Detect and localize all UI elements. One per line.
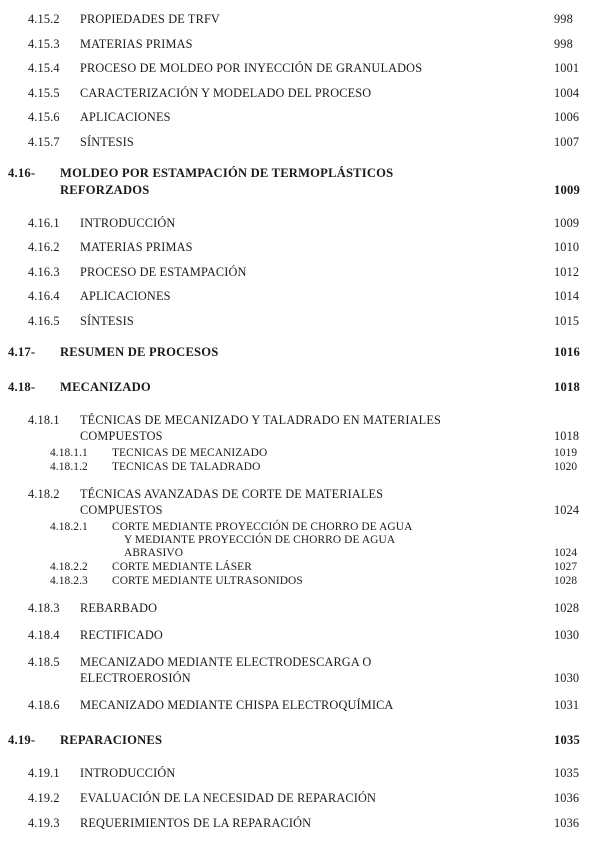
- entry-title-line1: MOLDEO POR ESTAMPACIÓN DE TERMOPLÁSTICOS: [60, 165, 394, 180]
- toc-entry[interactable]: [0, 61, 600, 76]
- entry-title-line1: TÉCNICAS AVANZADAS DE CORTE DE MATERIALES: [80, 486, 384, 501]
- entry-page: 1028: [554, 574, 578, 587]
- entry-title: SÍNTESIS: [80, 313, 134, 328]
- entry-number: 4.18.2: [28, 486, 60, 501]
- entry-title: MECANIZADO MEDIANTE CHISPA ELECTROQUÍMICA: [80, 697, 394, 712]
- entry-number: 4.18.1.1: [50, 446, 88, 459]
- entry-page: 1016: [554, 344, 580, 359]
- entry-page: 1020: [554, 460, 578, 473]
- toc-entry[interactable]: [0, 575, 600, 587]
- entry-title: MATERIAS PRIMAS: [80, 240, 193, 254]
- entry-title: RESUMEN DE PROCESOS: [60, 344, 219, 359]
- toc-entry-continuation: [0, 547, 600, 559]
- entry-title: INTRODUCCIÓN: [80, 215, 176, 230]
- entry-title: CORTE MEDIANTE ULTRASONIDOS: [112, 574, 303, 587]
- toc-entry[interactable]: [0, 766, 600, 781]
- entry-title-line1: TÉCNICAS DE MECANIZADO Y TALADRADO EN MATERIALES: [80, 412, 441, 427]
- entry-title: EVALUACIÓN DE LA NECESIDAD DE REPARACIÓN: [80, 790, 377, 805]
- entry-title: RECTIFICADO: [80, 627, 163, 642]
- entry-number: 4.18.3: [28, 600, 60, 615]
- entry-title: APLICACIONES: [80, 289, 171, 303]
- entry-page: 1030: [554, 670, 580, 685]
- entry-title: SÍNTESIS: [80, 134, 134, 149]
- entry-page: 998: [554, 12, 573, 26]
- toc-entry-continuation: [0, 671, 600, 686]
- entry-title: TECNICAS DE MECANIZADO: [112, 446, 268, 459]
- toc-entry[interactable]: [0, 733, 600, 748]
- toc-entry[interactable]: [0, 487, 600, 502]
- entry-title-line2: COMPUESTOS: [80, 428, 163, 443]
- toc-entry[interactable]: [0, 240, 600, 255]
- toc-entry[interactable]: [0, 110, 600, 125]
- toc-entry-continuation: [0, 534, 600, 546]
- entry-page: 1024: [554, 546, 578, 559]
- entry-number: 4.18.1: [28, 412, 60, 427]
- entry-title: INTRODUCCIÓN: [80, 765, 176, 780]
- entry-page: 1027: [554, 560, 578, 573]
- toc-entry[interactable]: [0, 413, 600, 428]
- entry-page: 1036: [554, 790, 580, 805]
- entry-number: 4.19.1: [28, 765, 60, 780]
- entry-number: 4.16.3: [28, 264, 60, 279]
- entry-title: REQUERIMIENTOS DE LA REPARACIÓN: [80, 815, 312, 830]
- entry-number: 4.15.7: [28, 134, 60, 149]
- entry-number: 4.16.5: [28, 313, 60, 328]
- entry-title-line2: Y MEDIANTE PROYECCIÓN DE CHORRO DE AGUA: [124, 533, 396, 546]
- entry-page: 1007: [554, 134, 580, 149]
- entry-title: MATERIAS PRIMAS: [80, 36, 193, 51]
- entry-title-line2: COMPUESTOS: [80, 502, 163, 517]
- entry-page: 1001: [554, 61, 580, 75]
- toc-entry[interactable]: [0, 12, 600, 27]
- toc-entry-continuation: [0, 503, 600, 518]
- toc-entry[interactable]: [0, 314, 600, 329]
- entry-number: 4.18.5: [28, 654, 60, 669]
- entry-number: 4.15.5: [28, 85, 60, 100]
- toc-entry[interactable]: [0, 37, 600, 52]
- entry-number: 4.15.3: [28, 36, 60, 51]
- toc-entry[interactable]: [0, 265, 600, 280]
- entry-title: APLICACIONES: [80, 110, 171, 124]
- entry-page: 1012: [554, 264, 580, 279]
- entry-page: 1004: [554, 85, 580, 100]
- entry-number: 4.15.6: [28, 110, 60, 124]
- toc-entry[interactable]: [0, 816, 600, 831]
- entry-number: 4.18.2.3: [50, 574, 88, 587]
- entry-page: 1009: [554, 215, 580, 230]
- toc-list: [0, 8, 600, 849]
- entry-number: 4.18.1.2: [50, 460, 88, 473]
- entry-number: 4.18-: [8, 379, 36, 394]
- entry-number: 4.18.2.1: [50, 520, 88, 533]
- toc-entry[interactable]: [0, 791, 600, 806]
- entry-page: 1030: [554, 627, 580, 642]
- entry-page: 1010: [554, 240, 580, 254]
- entry-page: 1024: [554, 502, 580, 517]
- toc-entry[interactable]: [0, 216, 600, 231]
- toc-entry[interactable]: [0, 698, 600, 713]
- entry-title-line1: CORTE MEDIANTE PROYECCIÓN DE CHORRO DE AGUA: [112, 520, 413, 533]
- entry-number: 4.18.6: [28, 697, 60, 712]
- entry-page: 1028: [554, 600, 580, 615]
- entry-page: 998: [554, 36, 573, 51]
- toc-entry[interactable]: [0, 380, 600, 395]
- entry-number: 4.17-: [8, 344, 36, 359]
- toc-entry-continuation: [0, 183, 600, 198]
- entry-number: 4.16.2: [28, 240, 60, 254]
- entry-title-line3: ABRASIVO: [124, 546, 184, 559]
- entry-number: 4.18.2.2: [50, 560, 88, 573]
- toc-entry-continuation: [0, 429, 600, 444]
- entry-title: MECANIZADO: [60, 379, 151, 394]
- toc-entry[interactable]: [0, 289, 600, 304]
- entry-page: 1014: [554, 289, 580, 303]
- toc-entry[interactable]: [0, 166, 600, 181]
- entry-page: 1035: [554, 765, 580, 780]
- toc-entry[interactable]: [0, 461, 600, 473]
- entry-page: 1035: [554, 732, 580, 747]
- entry-title-line2: REFORZADOS: [60, 182, 150, 197]
- toc-entry[interactable]: [0, 628, 600, 643]
- entry-number: 4.15.4: [28, 61, 60, 75]
- entry-page: 1031: [554, 697, 580, 712]
- entry-number: 4.16.4: [28, 289, 60, 303]
- entry-title-line2: ELECTROEROSIÓN: [80, 670, 191, 685]
- entry-title: PROCESO DE MOLDEO POR INYECCIÓN DE GRANULADOS: [80, 61, 423, 75]
- entry-number: 4.16-: [8, 165, 36, 180]
- entry-number: 4.18.4: [28, 627, 60, 642]
- entry-title: CARACTERIZACIÓN Y MODELADO DEL PROCESO: [80, 85, 372, 100]
- toc-entry[interactable]: [0, 655, 600, 670]
- entry-number: 4.19-: [8, 732, 36, 747]
- toc-entry[interactable]: [0, 561, 600, 573]
- entry-page: 1018: [554, 379, 580, 394]
- toc-entry[interactable]: [0, 345, 600, 360]
- entry-title: PROPIEDADES DE TRFV: [80, 12, 220, 26]
- entry-number: 4.16.1: [28, 215, 60, 230]
- entry-number: 4.19.3: [28, 815, 60, 830]
- entry-title: REPARACIONES: [60, 732, 163, 747]
- entry-title: REBARBADO: [80, 600, 158, 615]
- entry-page: 1009: [554, 182, 580, 197]
- entry-title: PROCESO DE ESTAMPACIÓN: [80, 264, 247, 279]
- entry-title: TECNICAS DE TALADRADO: [112, 460, 261, 473]
- entry-page: 1018: [554, 428, 580, 443]
- entry-number: 4.15.2: [28, 12, 60, 26]
- entry-page: 1006: [554, 110, 580, 124]
- entry-page: 1015: [554, 313, 580, 328]
- toc-entry[interactable]: [0, 521, 600, 533]
- entry-number: 4.19.2: [28, 790, 60, 805]
- toc-entry[interactable]: [0, 447, 600, 459]
- entry-page: 1036: [554, 815, 580, 830]
- toc-entry[interactable]: [0, 135, 600, 150]
- entry-title: CORTE MEDIANTE LÁSER: [112, 560, 252, 573]
- toc-entry[interactable]: [0, 86, 600, 101]
- toc-entry[interactable]: [0, 601, 600, 616]
- entry-page: 1019: [554, 446, 578, 459]
- entry-title-line1: MECANIZADO MEDIANTE ELECTRODESCARGA O: [80, 654, 372, 669]
